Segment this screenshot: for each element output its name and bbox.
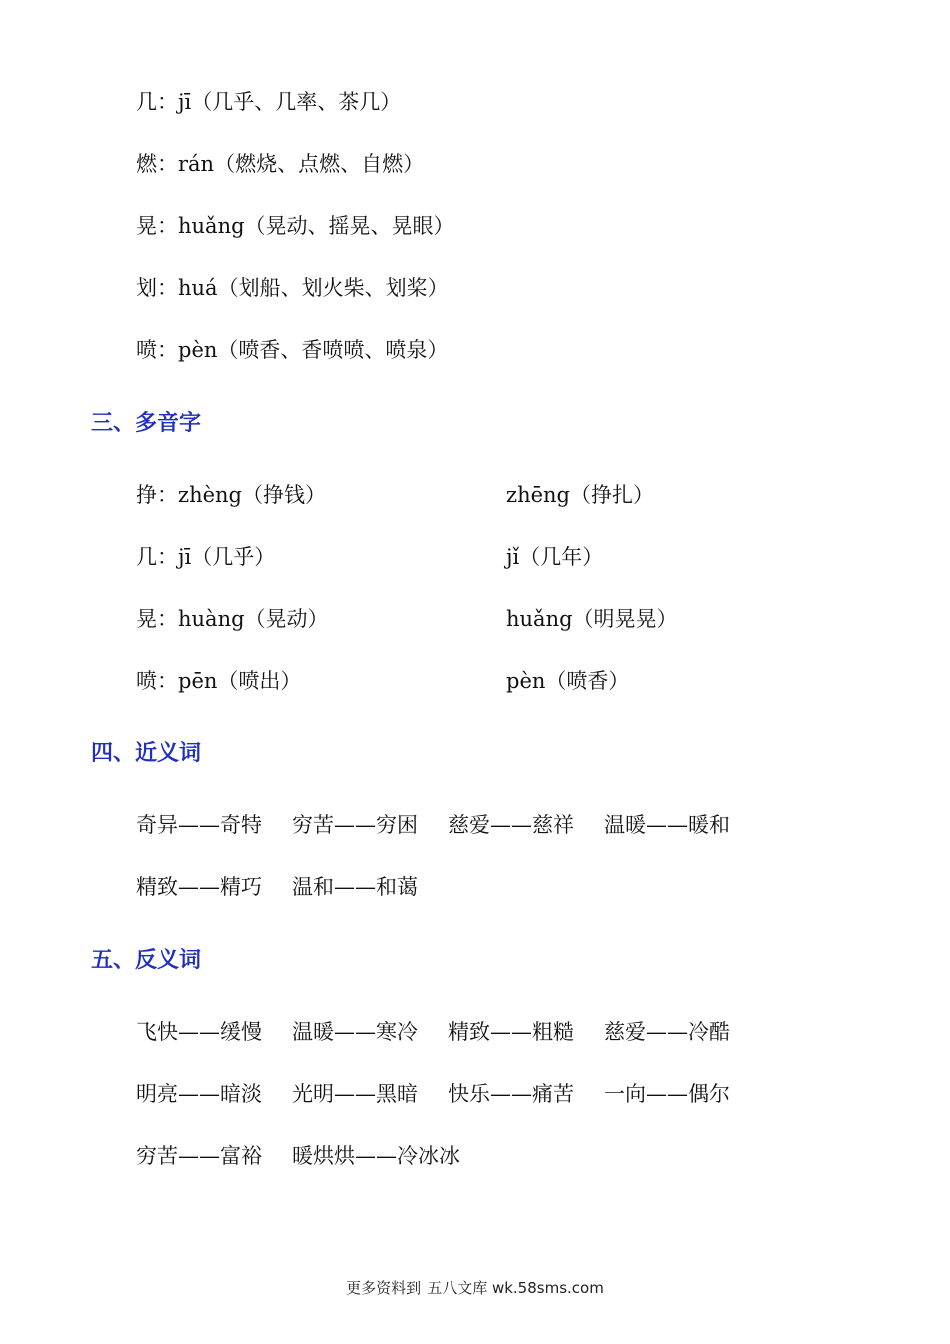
word-pair: 温暖——暖和 <box>604 813 730 837</box>
reading-2: zhēng（挣扎） <box>506 483 654 507</box>
pronunciation-line: 几：jī（几乎、几率、茶几） <box>136 90 402 114</box>
word-pair: 温暖——寒冷 <box>292 1020 418 1044</box>
antonym-row <box>136 1142 460 1170</box>
word-pair: 慈爱——慈祥 <box>448 813 574 837</box>
reading-2: huǎng（明晃晃） <box>506 607 678 631</box>
word-pair: 奇异——奇特 <box>136 813 262 837</box>
section-heading-synonyms: 四、近义词 <box>91 740 202 766</box>
polyphonic-row <box>136 605 678 633</box>
reading-1: 几：jī（几乎） <box>136 545 276 569</box>
reading-1: 晃：huàng（晃动） <box>136 607 329 631</box>
polyphonic-row <box>136 667 630 695</box>
word-pair: 明亮——暗淡 <box>136 1082 262 1106</box>
word-pair: 快乐——痛苦 <box>448 1082 574 1106</box>
reading-1: 挣：zhèng（挣钱） <box>136 483 326 507</box>
word-pair: 穷苦——穷困 <box>292 813 418 837</box>
word-pair: 飞快——缓慢 <box>136 1020 262 1044</box>
section-heading-polyphonic: 三、多音字 <box>91 410 202 436</box>
antonym-row <box>136 1018 730 1046</box>
section-heading-antonyms: 五、反义词 <box>91 947 202 973</box>
word-pair: 温和——和蔼 <box>292 875 418 899</box>
polyphonic-row <box>136 543 604 571</box>
pronunciation-line: 划：huá（划船、划火柴、划桨） <box>136 276 449 300</box>
footer-text: 更多资料到 <box>346 1279 422 1297</box>
word-pair: 精致——粗糙 <box>448 1020 574 1044</box>
pronunciation-line: 喷：pèn（喷香、香喷喷、喷泉） <box>136 338 449 362</box>
pronunciation-line: 燃：rán（燃烧、点燃、自燃） <box>136 152 425 176</box>
word-pair: 暖烘烘——冷冰冰 <box>292 1144 460 1168</box>
reading-2: pèn（喷香） <box>506 669 630 693</box>
polyphonic-row <box>136 481 654 509</box>
word-pair: 精致——精巧 <box>136 875 262 899</box>
word-pair: 慈爱——冷酷 <box>604 1020 730 1044</box>
synonym-row <box>136 811 730 839</box>
reading-1: 喷：pēn（喷出） <box>136 669 302 693</box>
word-pair: 穷苦——富裕 <box>136 1144 262 1168</box>
word-pair: 光明——黑暗 <box>292 1082 418 1106</box>
synonym-row <box>136 873 418 901</box>
reading-2: jǐ（几年） <box>506 545 604 569</box>
footer-link[interactable]: 五八文库 wk.58sms.com <box>427 1279 604 1297</box>
page-footer <box>0 1278 950 1298</box>
word-pair: 一向——偶尔 <box>604 1082 730 1106</box>
pronunciation-line: 晃：huǎng（晃动、摇晃、晃眼） <box>136 214 455 238</box>
antonym-row <box>136 1080 730 1108</box>
